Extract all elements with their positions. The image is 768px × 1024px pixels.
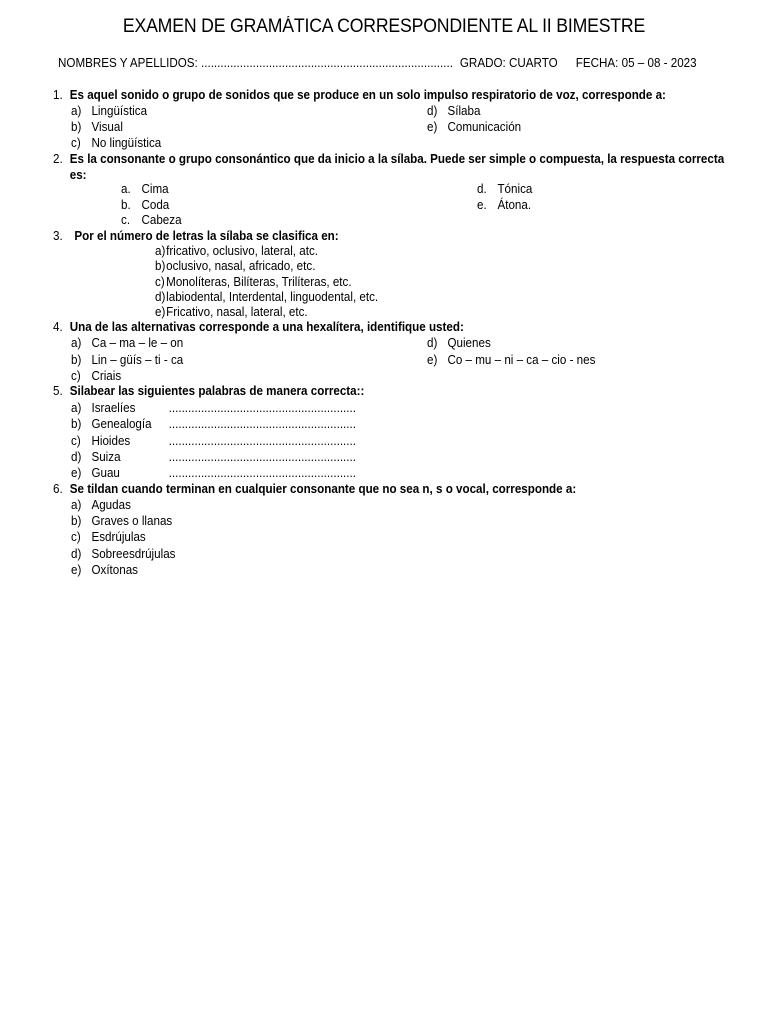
option-a: a)fricativo, oclusivo, lateral, atc. [155, 244, 318, 258]
question-text: Se tildan cuando terminan en cualquier consonante que no sea n, s o vocal, corresponde a: [69, 482, 577, 496]
names-field: NOMBRES Y APELLIDOS: .............................................................................. [58, 56, 453, 70]
option-b: b. Coda [121, 198, 170, 212]
question-text: Es aquel sonido o grupo de sonidos que se produce en un solo impulso respiratorio de voz, corresponde a: [69, 88, 666, 102]
grade-label: GRADO: CUARTO [459, 56, 558, 70]
option-c: c) Esdrújulas [71, 530, 146, 544]
option-e: e. Átona. [477, 198, 532, 212]
option-d: d) Quienes [427, 336, 491, 350]
question-text-line2: es: [69, 168, 87, 182]
question-number: 5. [53, 384, 63, 398]
option-e: e) Oxítonas [71, 563, 138, 577]
answer-blank[interactable]: .......................................................... [168, 401, 356, 415]
option-a: a) Ca – ma – le – on [71, 336, 184, 350]
header-meta [58, 56, 697, 70]
option-c: c) Hioides .......................................................... [71, 434, 356, 448]
question-2 [53, 151, 723, 183]
question-number: 4. [53, 320, 63, 334]
exam-title: EXAMEN DE GRAMÁTICA CORRESPONDIENTE AL II BIMESTRE [122, 16, 646, 37]
option-a: a) Israelíes .......................................................... [71, 401, 356, 415]
option-d: d)labiodental, Interdental, linguodental, etc. [155, 290, 379, 304]
question-text-line1: Es la consonante o grupo consonántico que da inicio a la sílaba. Puede ser simple o compuesta, la respuesta correcta [69, 152, 725, 166]
option-e: e) Co – mu – ni – ca – cio - nes [427, 353, 596, 367]
question-text: Una de las alternativas corresponde a una hexalítera, identifique usted: [69, 320, 464, 334]
answer-blank[interactable]: .......................................................... [168, 434, 356, 448]
option-c: c)Monolíteras, Bilíteras, Trilíteras, etc. [155, 275, 352, 289]
option-c: c) Criais [71, 369, 122, 383]
option-c: c. Cabeza [121, 213, 182, 227]
question-text: Por el número de letras la sílaba se clasifica en: [74, 229, 339, 243]
option-a: a) Lingüística [71, 104, 148, 118]
option-d: d. Tónica [477, 182, 533, 196]
answer-blank[interactable]: .......................................................... [168, 466, 356, 480]
question-text: Silabear las siguientes palabras de manera correcta:: [69, 384, 365, 398]
option-d: d) Suiza .......................................................... [71, 450, 356, 464]
option-a: a) Agudas [71, 498, 131, 512]
option-e: e) Guau .......................................................... [71, 466, 356, 480]
option-e: e)Fricativo, nasal, lateral, etc. [155, 305, 308, 319]
answer-blank[interactable]: .......................................................... [168, 417, 356, 431]
question-number: 3. [53, 229, 63, 243]
question-number: 1. [53, 88, 63, 102]
question-number: 6. [53, 482, 63, 496]
option-d: d) Sobreesdrújulas [71, 547, 176, 561]
option-b: b) Genealogía .......................................................... [71, 417, 356, 431]
option-b: b) Graves o llanas [71, 514, 173, 528]
option-b: b) Lin – güís – ti - ca [71, 353, 184, 367]
option-a: a. Cima [121, 182, 169, 196]
option-c: c) No lingüística [71, 136, 162, 150]
date-label: FECHA: 05 – 08 - 2023 [575, 56, 697, 70]
answer-blank[interactable]: .......................................................... [168, 450, 356, 464]
question-number: 2. [53, 152, 63, 166]
option-b: b)oclusivo, nasal, africado, etc. [155, 259, 316, 273]
option-e: e) Comunicación [427, 120, 522, 134]
option-d: d) Sílaba [427, 104, 481, 118]
option-b: b) Visual [71, 120, 123, 134]
